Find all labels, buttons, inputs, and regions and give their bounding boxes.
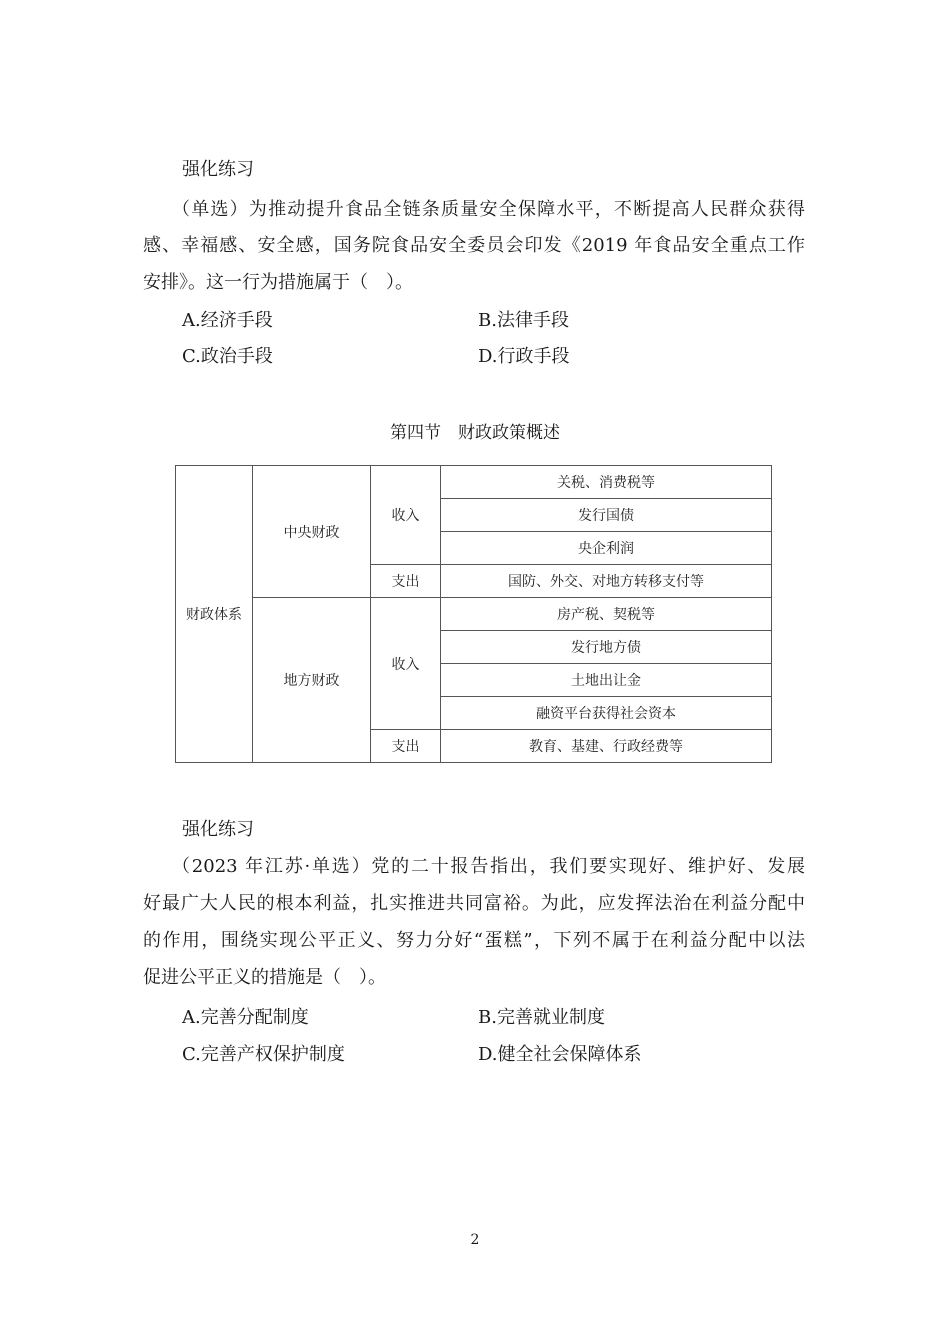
option-1b: B.法律手段	[478, 310, 569, 331]
practice-label-2: 强化练习	[182, 819, 254, 840]
cell-item: 房产税、契税等	[441, 598, 772, 631]
option-2c: C.完善产权保护制度	[182, 1044, 345, 1065]
cell-item: 教育、基建、行政经费等	[441, 730, 772, 763]
cell-root: 财政体系	[176, 466, 253, 763]
cell-item: 土地出让金	[441, 664, 772, 697]
cell-local-expense: 支出	[371, 730, 441, 763]
question-2-line-3: 的作用，围绕实现公平正义、努力分好“蛋糕”，下列不属于在利益分配中以法	[143, 930, 805, 951]
option-2d: D.健全社会保障体系	[478, 1044, 642, 1065]
question-2-line-1: （2023 年江苏·单选）党的二十报告指出，我们要实现好、维护好、发展	[172, 856, 805, 877]
cell-central: 中央财政	[253, 466, 371, 598]
practice-label-1: 强化练习	[182, 159, 254, 180]
page-number: 2	[470, 1232, 480, 1248]
question-2-line-4: 促进公平正义的措施是（ ）。	[143, 967, 386, 988]
cell-item: 央企利润	[441, 532, 772, 565]
cell-item: 发行国债	[441, 499, 772, 532]
option-1c: C.政治手段	[182, 346, 273, 367]
cell-item: 关税、消费税等	[441, 466, 772, 499]
question-1-line-1: （单选）为推动提升食品全链条质量安全保障水平，不断提高人民群众获得	[172, 199, 805, 220]
cell-central-income: 收入	[371, 466, 441, 565]
question-1-line-2: 感、幸福感、安全感，国务院食品安全委员会印发《2019 年食品安全重点工作	[143, 235, 805, 256]
cell-item: 发行地方债	[441, 631, 772, 664]
option-1d: D.行政手段	[478, 346, 570, 367]
cell-local: 地方财政	[253, 598, 371, 763]
question-2-line-2: 好最广大人民的根本利益，扎实推进共同富裕。为此，应发挥法治在利益分配中	[143, 893, 805, 914]
option-1a: A.经济手段	[182, 310, 273, 331]
cell-local-income: 收入	[371, 598, 441, 730]
question-1-line-3: 安排》。这一行为措施属于（ ）。	[143, 272, 413, 293]
fiscal-system-table	[175, 465, 772, 763]
cell-item: 国防、外交、对地方转移支付等	[441, 565, 772, 598]
section-title: 第四节 财政政策概述	[390, 423, 560, 443]
cell-central-expense: 支出	[371, 565, 441, 598]
option-2a: A.完善分配制度	[182, 1007, 309, 1028]
cell-item: 融资平台获得社会资本	[441, 697, 772, 730]
option-2b: B.完善就业制度	[478, 1007, 605, 1028]
